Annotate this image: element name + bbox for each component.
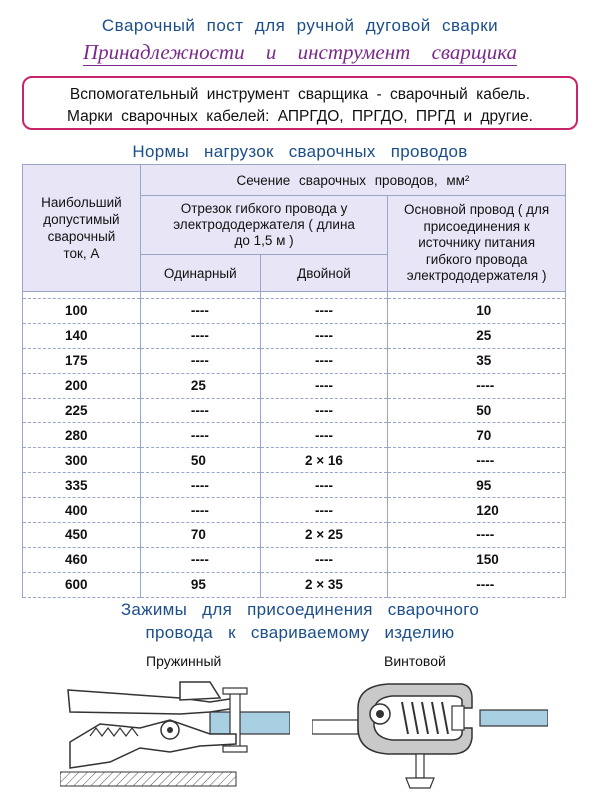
double-cell: ---- [260,398,388,423]
double-cell: ---- [260,473,388,498]
spring-clamp-label: Пружинный [146,653,222,669]
header-single: Одинарный [140,255,260,292]
table-row [23,299,566,324]
header-main: Основной провод ( для присоединения к источнику питания гибкого провода электрододержателя ) [388,196,566,292]
current-cell: 140 [23,323,141,348]
single-cell: ---- [140,348,260,373]
screw-clamp-label: Винтовой [384,653,446,669]
spring-clamp-drawing [60,672,290,792]
info-line-1: Вспомогательный инструмент сварщика - сварочный кабель. [69,86,531,103]
screw-icon [416,754,424,778]
double-cell: ---- [260,299,388,324]
double-cell: ---- [260,423,388,448]
main-cell: 150 [388,547,566,572]
double-cell: 2 × 16 [260,448,388,473]
table-row [23,572,566,597]
info-box [22,76,578,130]
page-title: Сварочный пост для ручной дуговой сварки [101,16,499,35]
double-cell: ---- [260,373,388,398]
single-cell: 25 [140,373,260,398]
current-cell: 335 [23,473,141,498]
main-cell: ---- [388,523,566,548]
single-cell: ---- [140,498,260,523]
current-cell: 200 [23,373,141,398]
single-cell: ---- [140,473,260,498]
main-cell: 10 [388,299,566,324]
single-cell: 70 [140,523,260,548]
main-cell: 25 [388,323,566,348]
current-cell: 450 [23,523,141,548]
table-row [23,373,566,398]
page-subtitle: Принадлежности и инструмент сварщика [82,40,518,64]
double-cell: ---- [260,547,388,572]
single-cell: ---- [140,547,260,572]
double-cell: 2 × 25 [260,523,388,548]
clamps-title: Зажимы для присоединения сварочного провода к свариваемому изделию [120,600,480,642]
table-row [23,348,566,373]
main-cell: 50 [388,398,566,423]
current-cell: 300 [23,448,141,473]
header-segment: Отрезок гибкого провода у электрододержателя ( длина до 1,5 м ) [140,196,387,255]
table-title: Нормы нагрузок сварочных проводов [132,142,468,161]
workpiece [480,710,548,726]
current-cell: 280 [23,423,141,448]
double-cell: ---- [260,348,388,373]
double-cell: ---- [260,323,388,348]
table-row [23,473,566,498]
main-cell: 70 [388,423,566,448]
current-cell: 400 [23,498,141,523]
header-double: Двойной [260,255,388,292]
main-cell: ---- [388,373,566,398]
table-row [23,448,566,473]
double-cell: 2 × 35 [260,572,388,597]
header-section: Сечение сварочных проводов, мм² [140,165,565,196]
single-cell: 50 [140,448,260,473]
double-cell: ---- [260,498,388,523]
single-cell: 95 [140,572,260,597]
info-line-2: Марки сварочных кабелей: АПРГДО, ПРГДО, ПРГД и другие. [67,108,533,125]
current-cell: 600 [23,572,141,597]
workpiece [210,712,290,734]
main-cell: 35 [388,348,566,373]
norms-table [22,164,566,598]
main-cell: 95 [388,473,566,498]
table-row [23,523,566,548]
current-cell: 100 [23,299,141,324]
main-cell: ---- [388,448,566,473]
current-cell: 175 [23,348,141,373]
single-cell: ---- [140,323,260,348]
table-row [23,323,566,348]
single-cell: ---- [140,299,260,324]
single-cell: ---- [140,398,260,423]
main-cell: ---- [388,572,566,597]
current-cell: 225 [23,398,141,423]
screw-clamp-drawing [312,672,548,797]
header-current: Наибольший допустимый сварочный ток, А [23,165,141,292]
single-cell: ---- [140,423,260,448]
table-row [23,547,566,572]
current-cell: 460 [23,547,141,572]
table-row [23,398,566,423]
table-row [23,498,566,523]
table-row [23,423,566,448]
main-cell: 120 [388,498,566,523]
cable [60,772,236,786]
